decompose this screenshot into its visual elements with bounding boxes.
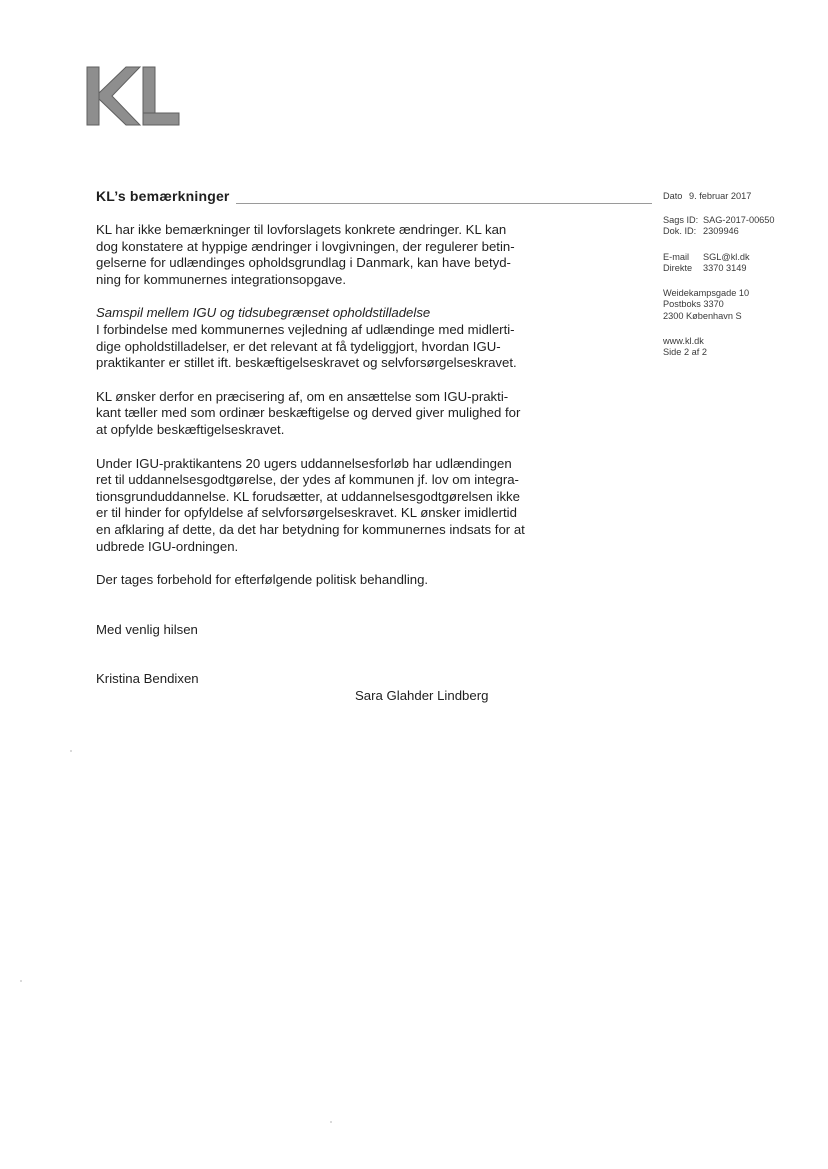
signatory-left: Kristina Bendixen [96,671,199,686]
dok-id-value: 2309946 [703,226,739,237]
page-number: Side 2 af 2 [663,347,707,358]
paragraph-3 [96,389,566,439]
letter-heading: KL’s bemærkninger [96,188,236,204]
text-line: tionsgrunduddannelse. KL forudsætter, at uddannelsesgodtgørelsen ikke [96,488,520,504]
address-line: Weidekampsgade 10 [663,288,750,298]
date-value: 9. februar 2017 [689,191,752,201]
text-line: udbrede IGU-ordningen. [96,538,239,554]
text-line: en afklaring af dette, da det har betydning for kommunernes indsats for at [96,521,525,537]
text-line: at opfylde beskæftigelseskravet. [96,421,285,437]
dok-id-label: Dok. ID: [663,226,697,237]
paragraph-1 [96,222,566,288]
text-line: ret til uddannelsesgodtgørelse, der ydes af kommunen jf. lov om integra- [96,472,519,488]
scan-speck [70,750,72,752]
text-line: Der tages forbehold for efterfølgende politisk behandling. [96,572,429,588]
paragraph-4 [96,456,566,556]
text-line: KL har ikke bemærkninger til lovforslagets konkrete ændringer. KL kan [96,222,507,237]
paragraph-2 [96,305,566,371]
kl-logo [86,66,180,126]
email-label: E-mail [663,252,690,262]
closing-greeting: Med venlig hilsen [96,622,198,637]
website-link[interactable]: www.kl.dk [663,336,704,346]
direkte-label: Direkte [663,263,693,274]
sidebar-web [663,336,707,359]
text-line: praktikanter er stillet ift. beskæftigelseskravet og selvforsørgelseskravet. [96,355,517,371]
text-line: ning for kommunernes integrationsopgave. [96,271,346,287]
section-subheading: Samspil mellem IGU og tidsubegrænset opholdstilladelse [96,305,431,321]
text-line: kant tæller med som ordinær beskæftigelse og derved giver mulighed for [96,405,521,421]
sidebar-address [663,288,749,322]
date-label: Dato [663,191,683,201]
address-line: Postboks 3370 [663,299,724,310]
text-line: KL ønsker derfor en præcisering af, om en ansættelse som IGU-prakti- [96,388,509,404]
paragraph-5 [96,572,566,589]
text-line: gelserne for udlændinges opholdsgrundlag i Danmark, kan have betyd- [96,255,511,271]
text-line: I forbindelse med kommunernes vejledning af udlændinge med midlerti- [96,321,515,337]
sags-id-value: SAG-2017-00650 [703,215,775,225]
letter-body [96,222,566,606]
scan-speck [330,1121,332,1123]
text-line: er til hinder for opfyldelse af selvforsørgelseskravet. KL ønsker imidlertid [96,505,517,521]
text-line: dog konstatere at hyppige ændringer i lovgivningen, der regulerer betin- [96,238,515,254]
scan-speck [20,980,22,982]
text-line: Under IGU-praktikantens 20 ugers uddannelsesforløb har udlændingen [96,455,512,471]
sidebar-date [663,191,751,202]
signatory-right: Sara Glahder Lindberg [355,688,489,703]
direkte-value: 3370 3149 [703,263,747,274]
address-line: 2300 København S [663,310,742,321]
text-line: dige opholdstilladelser, er det relevant at få tydeliggjort, hvordan IGU- [96,338,501,354]
email-value[interactable]: SGL@kl.dk [703,252,750,262]
sags-id-label: Sags ID: [663,215,699,225]
sidebar-contact [663,252,750,275]
sidebar-ids [663,215,775,238]
